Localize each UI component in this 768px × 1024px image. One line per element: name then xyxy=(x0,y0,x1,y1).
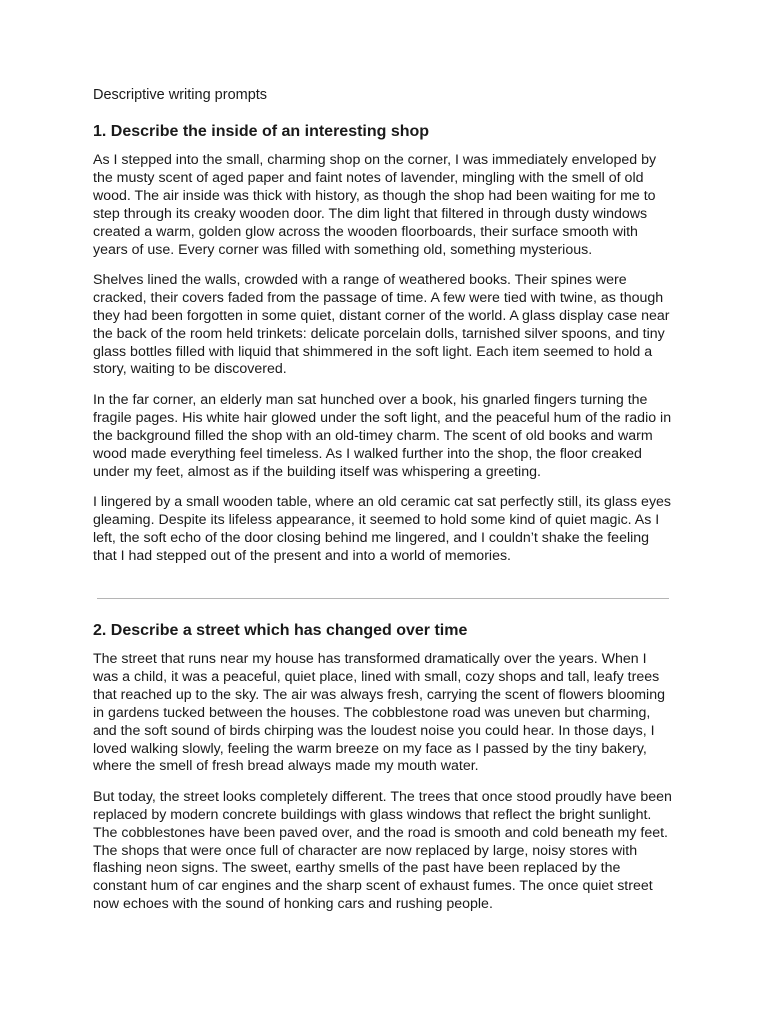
paragraph: I lingered by a small wooden table, where an old ceramic cat sat perfectly still, its glass eyes gleaming. Despite its lifeless appearance, it seemed to hold some kind of quiet magic. As I left, the soft echo of the door closing behind me lingered, and I couldn’t shake the feeling that I had stepped out of the present and into a world of memories. xyxy=(93,493,672,564)
paragraph: But today, the street looks completely different. The trees that once stood proudly have been replaced by modern concrete buildings with glass windows that reflect the bright sunlight. The cobblestones have been paved over, and the road is smooth and cold beneath my feet. The shops that were once full of character are now replaced by large, noisy stores with flashing neon signs. The sweet, earthy smells of the past have been replaced by the constant hum of car engines and the sharp scent of exhaust fumes. The once quiet street now echoes with the sound of honking cars and rushing people. xyxy=(93,788,672,913)
section-heading: 2. Describe a street which has changed over time xyxy=(93,622,468,639)
paragraph: Shelves lined the walls, crowded with a range of weathered books. Their spines were cracked, their covers faded from the passage of time. A few were tied with twine, as though they had been forgotten in some quiet, distant corner of the world. A glass display case near the back of the room held trinkets: delicate porcelain dolls, tarnished silver spoons, and tiny glass bottles filled with liquid that shimmered in the soft light. Each item seemed to hold a story, waiting to be discovered. xyxy=(93,271,670,378)
section-street xyxy=(93,621,673,927)
document-title: Descriptive writing prompts xyxy=(93,87,268,103)
paragraph: The street that runs near my house has transformed dramatically over the years. When I was a child, it was a peaceful, quiet place, lined with small, cozy shops and tall, leafy trees that reached up to the sky. The air was always fresh, carrying the scent of flowers blooming in gardens tucked between the houses. The cobblestone road was uneven but charming, and the soft sound of birds chirping was the loudest noise you could hear. In those days, I loved walking slowly, feeling the warm breeze on my face as I passed by the tiny bakery, where the smell of fresh bread always made my mouth water. xyxy=(93,651,665,775)
paragraph: In the far corner, an elderly man sat hunched over a book, his gnarled fingers turning the fragile pages. His white hair glowed under the soft light, and the peaceful hum of the radio in the background filled the shop with an old-timey charm. The scent of old books and warm wood made everything feel timeless. As I walked further into the shop, the floor creaked under my feet, almost as if the building itself was whispering a greeting. xyxy=(93,391,672,480)
section-heading: 1. Describe the inside of an interesting shop xyxy=(93,123,430,140)
paragraph: As I stepped into the small, charming shop on the corner, I was immediately enveloped by the musty scent of aged paper and faint notes of lavender, mingling with the smell of old wood. The air inside was thick with history, as though the shop had been waiting for me to step through its creaky wooden door. The dim light that filtered in through dusty windows created a warm, golden glow across the wooden floorboards, their surface smooth with years of use. Every corner was filled with something old, something mysterious. xyxy=(93,152,657,258)
section-shop xyxy=(93,122,673,578)
section-divider xyxy=(97,598,669,599)
document-page xyxy=(93,86,673,913)
